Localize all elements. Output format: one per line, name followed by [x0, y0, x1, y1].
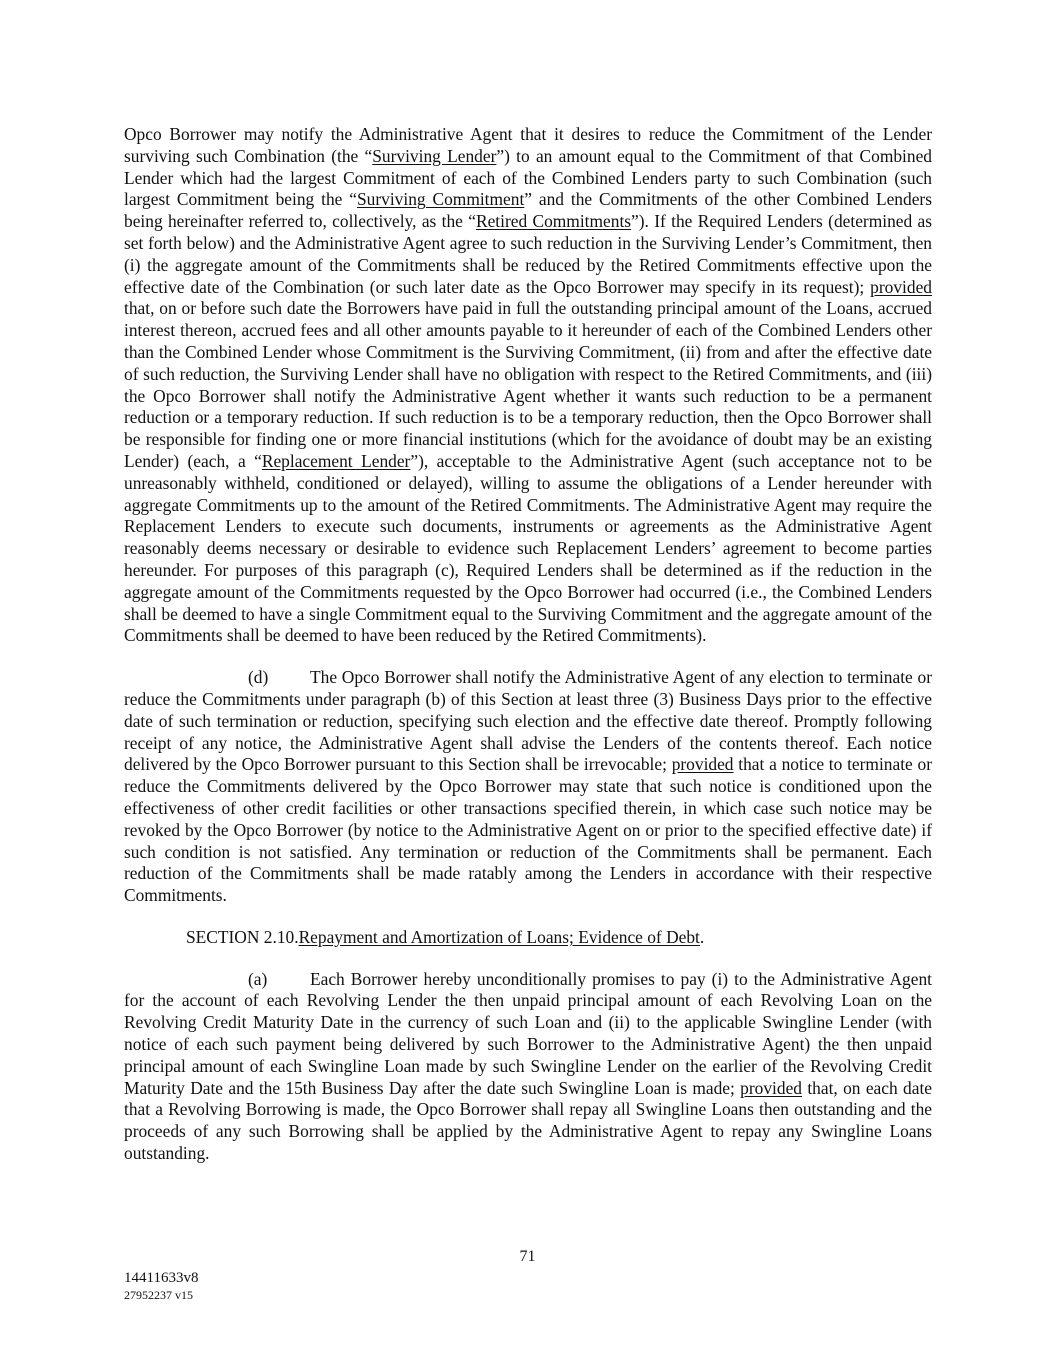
provided-keyword: provided — [740, 1077, 802, 1098]
text-run: that, on each date that a Revolving Borrowing is made, the Opco Borrower shall repay all Swingline Loans then outstanding and the proceeds of any such Borrowing shall be applied by the Administrative Agent to repay any Swingline Loans outstanding. — [124, 1077, 932, 1164]
paragraph-label: (d) — [248, 667, 269, 688]
document-id-secondary: 27952237 v15 — [124, 1288, 193, 1302]
defined-term-surviving-lender: Surviving Lender — [372, 145, 497, 166]
provided-keyword: provided — [671, 754, 734, 775]
text-run: ”). If the Required Lenders (determined as set forth below) and the Administrative Agent agree to such reduction in the Surviving Lender’s Commitment, then (i) the aggregate amount of the Commitments shall be reduced by the Retired Commitments effective upon the effective date of the Combination (or such later date as the Opco Borrower may specify in its request); — [124, 211, 932, 297]
document-id-primary: 14411633v8 — [124, 1270, 199, 1286]
text-run: Opco Borrower may notify the Administrative Agent that it desires to reduce the Commitment of the Lender surviving such Combination (the “ — [124, 124, 932, 166]
provided-keyword: provided — [870, 276, 932, 297]
section-number: SECTION 2.10. — [186, 926, 299, 947]
page-number: 71 — [519, 1248, 536, 1265]
text-run: ”) to an amount equal to the Commitment of that Combined Lender which had the largest Commitment of each of the Combined Lenders party to such Combination (such largest Commitment being the “ — [124, 145, 932, 210]
paragraph-c-continuation — [124, 124, 932, 647]
paragraph-label: (a) — [248, 968, 268, 989]
defined-term-surviving-commitment: Surviving Commitment — [357, 189, 525, 210]
text-run: The Opco Borrower shall notify the Administrative Agent of any election to terminate or reduce the Commitments under paragraph (b) of this Section at least three (3) Business Days prior to the effective date of such termination or reduction, specifying such election and the effective date thereof. Promptly following receipt of any notice, the Administrative Agent shall advise the Lenders of the contents thereof. Each notice delivered by the Opco Borrower pursuant to this Section shall be irrevocable; — [124, 667, 932, 775]
paragraph-a — [124, 969, 932, 1165]
text-run: ”), acceptable to the Administrative Agent (such acceptance not to be unreasonably withheld, conditioned or delayed), willing to assume the obligations of a Lender hereunder with aggregate Commitments up to the amount of the Retired Commitments. The Administrative Agent may require the Replacement Lenders to execute such documents, instruments or agreements as the Administrative Agent reasonably deems necessary or desirable to evidence such Replacement Lenders’ agreement to become parties hereunder. For purposes of this paragraph (c), Required Lenders shall be determined as if the reduction in the aggregate amount of the Commitments requested by the Opco Borrower had occurred (i.e., the Combined Lenders shall be deemed to have a single Commitment equal to the Surviving Commitment and the aggregate amount of the Commitments shall be deemed to have been reduced by the Retired Commitments). — [124, 450, 932, 646]
section-heading — [186, 927, 932, 949]
text-run: that, on or before such date the Borrowers have paid in full the outstanding principal amount of the Loans, accrued interest thereon, accrued fees and all other amounts payable to it hereunder of each of the Combined Lenders other than the Combined Lender whose Commitment is the Surviving Commitment, (ii) from and after the effective date of such reduction, the Surviving Lender shall have no obligation with respect to the Retired Commitments, and (iii) the Opco Borrower shall notify the Administrative Agent whether it wants such reduction to be a permanent reduction or a temporary reduction. If such reduction is to be a temporary reduction, then the Opco Borrower shall be responsible for finding one or more financial institutions (which for the avoidance of doubt may be an existing Lender) (each, a “ — [124, 298, 932, 471]
defined-term-retired-commitments: Retired Commitments — [475, 211, 632, 232]
text-run: that a notice to terminate or reduce the Commitments delivered by the Opco Borrower may state that such notice is conditioned upon the effectiveness of other credit facilities or other transactions specified therein, in which case such notice may be revoked by the Opco Borrower (by notice to the Administrative Agent on or prior to the specified effective date) if such condition is not satisfied. Any termination or reduction of the Commitments shall be permanent. Each reduction of the Commitments shall be made ratably among the Lenders in accordance with their respective Commitments. — [124, 754, 932, 906]
section-title: Repayment and Amortization of Loans; Evidence of Debt — [298, 926, 700, 947]
text-run: ” and the Commitments of the other Combined Lenders being hereinafter referred to, collectively, as the “ — [124, 189, 932, 232]
paragraph-d — [124, 667, 932, 907]
section-title-period: . — [699, 926, 705, 947]
text-run: Each Borrower hereby unconditionally promises to pay (i) to the Administrative Agent for the account of each Revolving Lender the then unpaid principal amount of each Revolving Loan on the Revolving Credit Maturity Date in the currency of such Loan and (ii) to the applicable Swingline Lender (with notice of each such payment being delivered by such Borrower to the Administrative Agent) the then unpaid principal amount of each Swingline Loan made by such Swingline Lender on the earlier of the Revolving Credit Maturity Date and the 15th Business Day after the date such Swingline Loan is made; — [124, 968, 932, 1098]
defined-term-replacement-lender: Replacement Lender — [261, 450, 411, 471]
page-body — [124, 124, 932, 1165]
